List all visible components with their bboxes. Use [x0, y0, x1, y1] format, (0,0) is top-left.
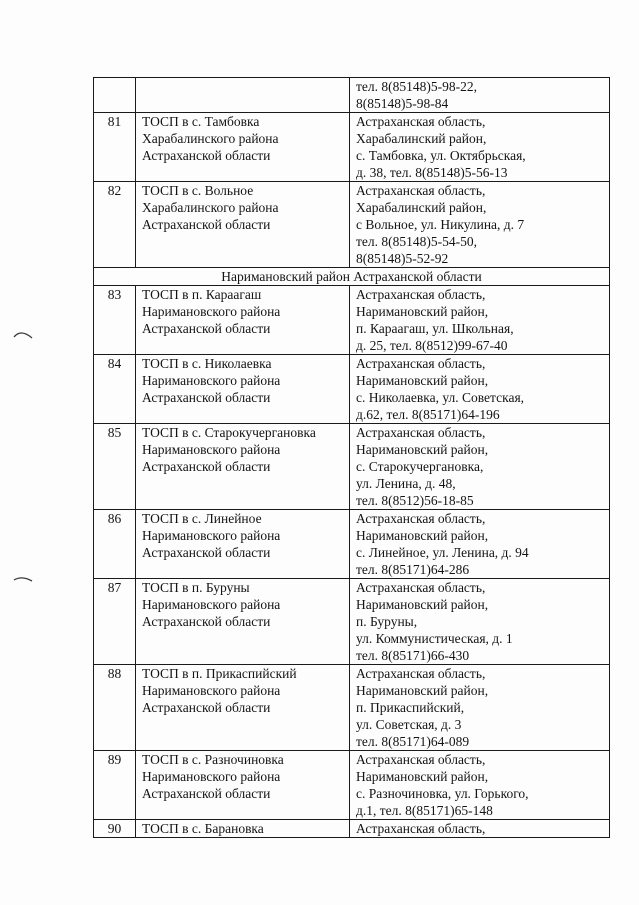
table-row: [94, 751, 610, 820]
table-row: [94, 424, 610, 510]
row-number-cell: 87: [94, 579, 136, 665]
row-number-cell: 90: [94, 820, 136, 838]
row-number-cell: 86: [94, 510, 136, 579]
branch-name-cell: ТОСП в с. Линейное Наримановского района Астраханской области: [136, 510, 350, 579]
branch-address-cell: Астраханская область, Наримановский район, п. Буруны, ул. Коммунистическая, д. 1 тел. 8(85171)66-430: [350, 579, 610, 665]
branch-name-cell: ТОСП в п. Прикаспийский Наримановского района Астраханской области: [136, 665, 350, 751]
row-number-cell: 81: [94, 113, 136, 182]
row-number-cell: [94, 78, 136, 113]
table-row: [94, 113, 610, 182]
row-number-cell: 89: [94, 751, 136, 820]
table-row: [94, 510, 610, 579]
branch-address-cell: Астраханская область, Наримановский район, с. Николаевка, ул. Советская, д.62, тел. 8(85171)64-196: [350, 355, 610, 424]
table-row: [94, 579, 610, 665]
branch-address-cell: тел. 8(85148)5-98-22, 8(85148)5-98-84: [350, 78, 610, 113]
branch-name-cell: ТОСП в с. Вольное Харабалинского района Астраханской области: [136, 182, 350, 268]
branch-address-cell: Астраханская область, Харабалинский район, с. Тамбовка, ул. Октябрьская, д. 38, тел. 8(85148)5-56-13: [350, 113, 610, 182]
branch-address-cell: Астраханская область,: [350, 820, 610, 838]
branch-name-cell: ТОСП в с. Николаевка Наримановского района Астраханской области: [136, 355, 350, 424]
branch-name-cell: [136, 78, 350, 113]
branch-name-cell: ТОСП в с. Барановка: [136, 820, 350, 838]
table-row: [94, 665, 610, 751]
branch-address-cell: Астраханская область, Наримановский район, с. Линейное, ул. Ленина, д. 94 тел. 8(85171)64-286: [350, 510, 610, 579]
table-row: [94, 182, 610, 268]
section-heading: Наримановский район Астраханской области: [94, 268, 610, 286]
branch-address-cell: Астраханская область, Харабалинский район, с Вольное, ул. Никулина, д. 7 тел. 8(85148)5-54-50, 8(85148)5-52-92: [350, 182, 610, 268]
branch-name-cell: ТОСП в с. Тамбовка Харабалинского района Астраханской области: [136, 113, 350, 182]
table-row: [94, 286, 610, 355]
branch-name-cell: ТОСП в п. Буруны Наримановского района Астраханской области: [136, 579, 350, 665]
branch-name-cell: ТОСП в с. Разночиновка Наримановского района Астраханской области: [136, 751, 350, 820]
branch-address-cell: Астраханская область, Наримановский район, с. Старокучергановка, ул. Ленина, д. 48, тел. 8(8512)56-18-85: [350, 424, 610, 510]
row-number-cell: 83: [94, 286, 136, 355]
branch-address-cell: Астраханская область, Наримановский район, п. Караагаш, ул. Школьная, д. 25, тел. 8(8512)99-67-40: [350, 286, 610, 355]
scan-artifact-lower: [12, 574, 34, 584]
table-row: [94, 820, 610, 838]
row-number-cell: 85: [94, 424, 136, 510]
branch-address-cell: Астраханская область, Наримановский район, п. Прикаспийский, ул. Советская, д. 3 тел. 8(85171)64-089: [350, 665, 610, 751]
branch-name-cell: ТОСП в п. Караагаш Наримановского района Астраханской области: [136, 286, 350, 355]
scan-artifact-upper: [12, 330, 34, 340]
branch-address-cell: Астраханская область, Наримановский район, с. Разночиновка, ул. Горького, д.1, тел. 8(85171)65-148: [350, 751, 610, 820]
branches-table: [93, 77, 610, 838]
row-number-cell: 82: [94, 182, 136, 268]
table-row: [94, 355, 610, 424]
section-heading-row: [94, 268, 610, 286]
row-number-cell: 84: [94, 355, 136, 424]
row-number-cell: 88: [94, 665, 136, 751]
branch-name-cell: ТОСП в с. Старокучергановка Наримановского района Астраханской области: [136, 424, 350, 510]
table-row-continuation: [94, 78, 610, 113]
